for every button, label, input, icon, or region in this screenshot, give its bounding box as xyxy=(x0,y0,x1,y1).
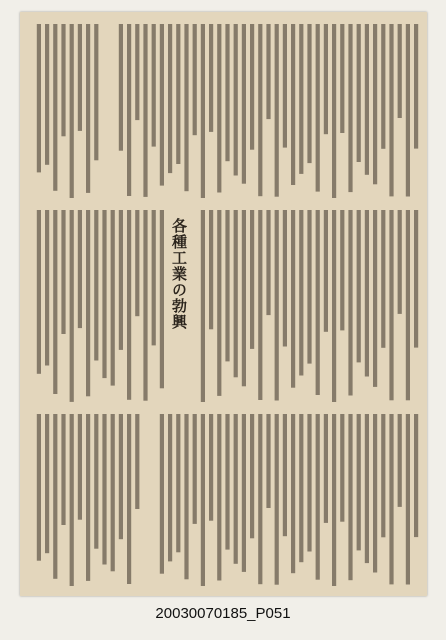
text-column xyxy=(275,414,279,585)
text-column xyxy=(127,210,131,400)
text-column xyxy=(217,24,221,193)
text-column xyxy=(389,210,393,400)
text-column xyxy=(332,210,336,402)
text-column xyxy=(340,414,344,522)
text-column xyxy=(381,210,385,348)
text-column xyxy=(332,24,336,198)
text-band-bottom xyxy=(28,412,419,588)
text-column xyxy=(225,210,229,361)
text-column xyxy=(406,414,410,585)
text-column xyxy=(160,414,164,574)
text-column xyxy=(365,414,369,563)
text-column xyxy=(135,24,139,120)
text-column xyxy=(291,24,295,185)
text-column xyxy=(332,414,336,586)
text-column xyxy=(283,24,287,148)
text-column xyxy=(242,414,246,572)
text-column xyxy=(53,24,57,191)
text-column xyxy=(275,24,279,197)
text-column xyxy=(348,210,352,396)
text-column xyxy=(242,24,246,184)
text-column xyxy=(365,210,369,377)
text-column xyxy=(357,210,361,362)
text-column xyxy=(250,210,254,349)
text-column xyxy=(111,414,115,571)
text-column xyxy=(168,24,172,173)
text-column xyxy=(94,414,98,549)
text-column xyxy=(94,210,98,361)
text-column xyxy=(143,210,147,401)
text-column xyxy=(102,210,106,378)
text-column xyxy=(61,210,65,334)
text-column xyxy=(389,414,393,584)
text-column xyxy=(406,210,410,400)
text-column xyxy=(340,210,344,330)
text-column xyxy=(61,414,65,525)
text-column xyxy=(135,210,139,316)
text-column xyxy=(258,210,262,400)
text-column xyxy=(266,24,270,119)
text-column xyxy=(70,24,74,198)
text-column xyxy=(135,414,139,509)
text-column xyxy=(414,210,418,348)
text-column xyxy=(37,414,41,561)
text-column xyxy=(307,210,311,364)
text-column xyxy=(119,210,123,350)
text-column xyxy=(184,414,188,579)
text-column xyxy=(119,414,123,539)
text-column xyxy=(234,414,238,564)
text-column xyxy=(78,414,82,520)
text-column xyxy=(53,210,57,394)
text-column xyxy=(193,414,197,524)
text-column xyxy=(357,414,361,550)
text-column xyxy=(250,414,254,538)
text-column xyxy=(373,210,377,387)
text-column xyxy=(258,24,262,196)
text-column xyxy=(324,414,328,523)
text-column xyxy=(398,414,402,507)
text-column xyxy=(45,414,49,553)
text-column xyxy=(201,24,205,198)
text-column xyxy=(70,414,74,586)
text-column xyxy=(283,210,287,347)
text-column xyxy=(299,414,303,562)
text-column xyxy=(127,24,131,196)
text-column xyxy=(45,210,49,366)
text-column xyxy=(275,210,279,401)
text-column xyxy=(193,24,197,135)
text-column xyxy=(152,210,156,345)
text-column xyxy=(127,414,131,584)
text-column xyxy=(357,24,361,162)
text-column xyxy=(53,414,57,579)
section-heading: 各種工業の勃興 xyxy=(170,218,188,330)
text-column xyxy=(160,24,164,186)
document-page xyxy=(20,12,427,596)
text-column xyxy=(176,24,180,164)
text-column xyxy=(209,210,213,329)
text-column xyxy=(168,414,172,561)
text-band-middle xyxy=(28,208,419,404)
text-column xyxy=(160,210,164,388)
text-column xyxy=(316,210,320,395)
text-column xyxy=(37,210,41,374)
text-column xyxy=(299,210,303,376)
text-column xyxy=(234,24,238,176)
text-column xyxy=(381,414,385,537)
text-column xyxy=(242,210,246,386)
text-column xyxy=(324,210,328,332)
text-column xyxy=(225,414,229,550)
text-column xyxy=(348,24,352,192)
text-column xyxy=(86,414,90,581)
text-band-top xyxy=(28,22,419,200)
text-column xyxy=(316,24,320,192)
text-column xyxy=(316,414,320,580)
text-column xyxy=(258,414,262,584)
text-column xyxy=(152,24,156,147)
text-column xyxy=(324,24,328,134)
text-column xyxy=(406,24,410,197)
text-column xyxy=(398,210,402,314)
text-column xyxy=(70,210,74,402)
text-column xyxy=(37,24,41,172)
text-column xyxy=(234,210,238,377)
text-column xyxy=(143,24,147,197)
text-column xyxy=(61,24,65,136)
text-column xyxy=(102,414,106,565)
text-column xyxy=(209,414,213,521)
text-column xyxy=(414,24,418,149)
text-column xyxy=(78,210,82,328)
text-column xyxy=(291,210,295,388)
text-column xyxy=(365,24,369,175)
text-column xyxy=(209,24,213,132)
text-column xyxy=(283,414,287,536)
text-column xyxy=(389,24,393,196)
text-column xyxy=(373,24,377,184)
text-column xyxy=(307,414,311,552)
text-column xyxy=(381,24,385,149)
text-column xyxy=(217,414,221,581)
text-column xyxy=(225,24,229,161)
text-column xyxy=(184,24,188,191)
text-column xyxy=(373,414,377,573)
text-column xyxy=(414,414,418,537)
text-column xyxy=(299,24,303,174)
text-column xyxy=(45,24,49,165)
text-column xyxy=(86,24,90,193)
text-column xyxy=(340,24,344,133)
text-column xyxy=(176,414,180,552)
text-column xyxy=(217,210,221,396)
text-column xyxy=(266,414,270,508)
text-column xyxy=(111,210,115,386)
text-column xyxy=(94,24,98,160)
text-column xyxy=(201,210,205,402)
text-column xyxy=(86,210,90,396)
image-identifier: 20030070185_P051 xyxy=(155,605,291,622)
text-column xyxy=(291,414,295,573)
text-column xyxy=(348,414,352,580)
text-column xyxy=(250,24,254,150)
text-column xyxy=(119,24,123,151)
text-column xyxy=(398,24,402,118)
text-column xyxy=(201,414,205,586)
text-column xyxy=(78,24,82,131)
text-column xyxy=(307,24,311,163)
text-column xyxy=(266,210,270,315)
